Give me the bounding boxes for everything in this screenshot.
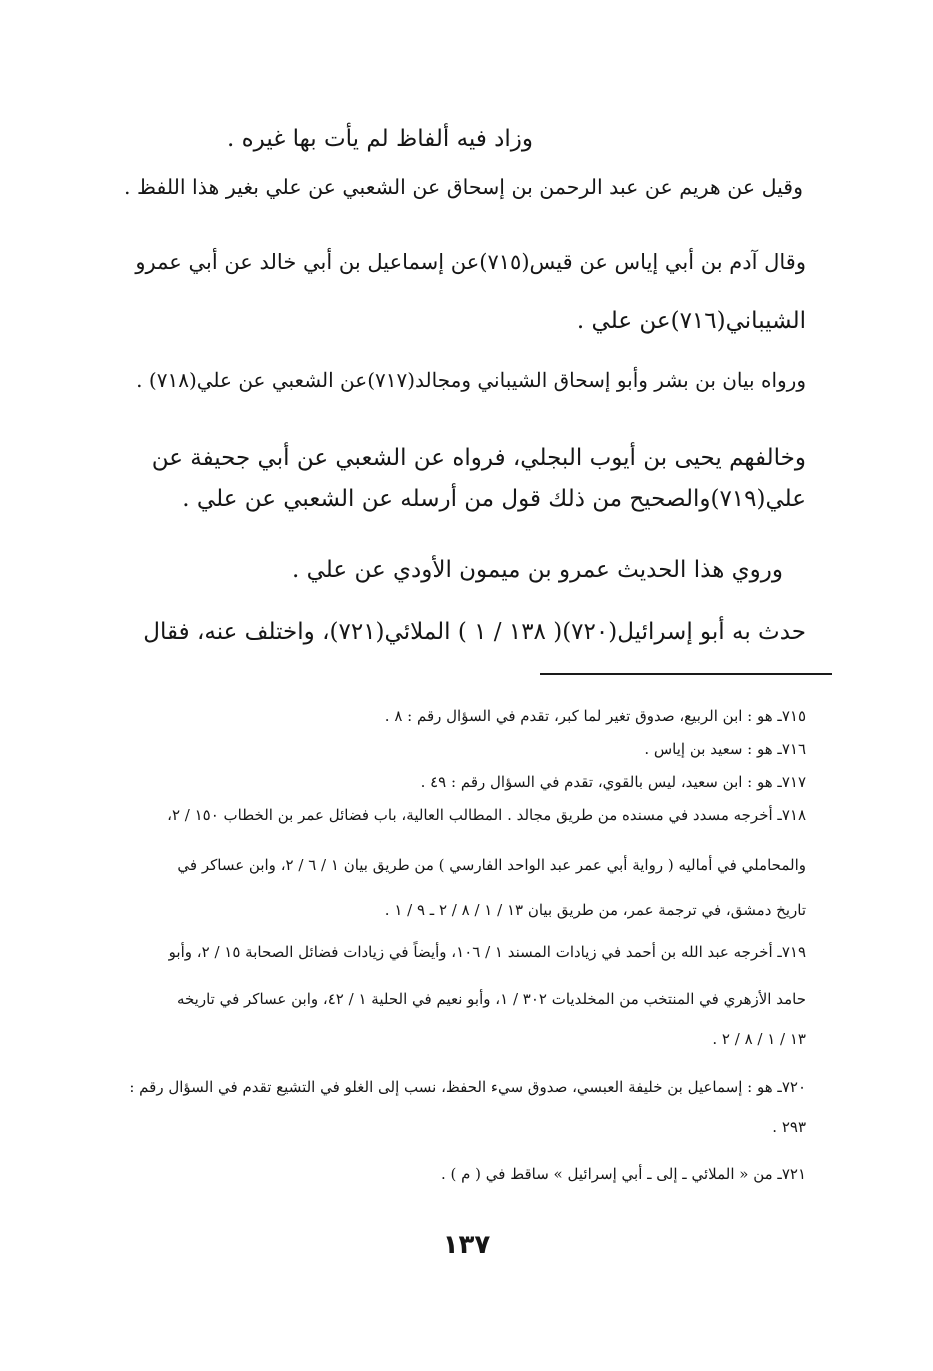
- footnote-716: ٧١٦ـ هو : سعيد بن إياس .: [644, 740, 806, 758]
- body-line-7: علي(٧١٩)والصحيح من ذلك قول من أرسله عن الشعبي عن علي .: [182, 486, 806, 512]
- footnote-720: ٧٢٠ـ هو : إسماعيل بن خليفة العبسي، صدوق سيء الحفظ، نسب إلى الغلو في التشيع تقدم في السؤال رقم :: [129, 1078, 806, 1096]
- footnote-separator: [540, 673, 832, 675]
- footnote-715: ٧١٥ـ هو : ابن الربيع، صدوق تغير لما كبر، تقدم في السؤال رقم : ٨ .: [384, 707, 806, 725]
- body-line-1: وزاد فيه ألفاظ لم يأت بها غيره .: [226, 126, 533, 152]
- footnote-720-line-2: ٢٩٣ .: [772, 1118, 806, 1136]
- footnote-719-line-3: ١٣ / ١ / ٨ / ٢ .: [712, 1030, 806, 1048]
- footnote-718-line-2: والمحاملي في أماليه ( رواية أبي عمر عبد الواحد الفارسي ) من طريق بيان ١ / ٦ / ٢، وابن عساكر في: [177, 856, 806, 874]
- footnote-719-line-2: حامد الأزهري في المنتخب من المخلديات ٣٠٢ / ١، وأبو نعيم في الحلية ١ / ٤٢، وابن عساكر في تاريخه: [176, 990, 806, 1008]
- body-line-2: وقيل عن هريم عن عبد الرحمن بن إسحاق عن الشعبي عن علي بغير هذا اللفظ .: [123, 175, 803, 199]
- footnote-718: ٧١٨ـ أخرجه مسدد في مسنده من طريق مجالد . المطالب العالية، باب فضائل عمر بن الخطاب ١٥٠ / ٢،: [167, 806, 806, 824]
- body-line-9: حدث به أبو إسرائيل(٧٢٠)( ١٣٨ / ١ ) الملائي(٧٢١)، واختلف عنه، فقال: [143, 619, 806, 645]
- footnote-717: ٧١٧ـ هو : ابن سعيد، ليس بالقوي، تقدم في السؤال رقم : ٤٩ .: [420, 773, 806, 791]
- body-line-3: وقال آدم بن أبي إياس عن قيس(٧١٥)عن إسماعيل بن أبي خالد عن أبي عمرو: [135, 250, 806, 274]
- body-line-5: ورواه بيان بن بشر وأبو إسحاق الشيباني ومجالد(٧١٧)عن الشعبي عن علي(٧١٨) .: [136, 368, 806, 392]
- page-number: ١٣٧: [442, 1230, 491, 1260]
- body-line-6: وخالفهم يحيى بن أيوب البجلي، فرواه عن الشعبي عن أبي جحيفة عن: [151, 445, 806, 471]
- footnote-718-line-3: تاريخ دمشق، في ترجمة عمر، من طريق بيان ١٣ / ١ / ٨ / ٢ ـ ٩ / ١ .: [384, 901, 806, 919]
- body-line-8: وروي هذا الحديث عمرو بن ميمون الأودي عن علي .: [292, 557, 783, 583]
- footnote-721: ٧٢١ـ من « الملائي ـ إلى ـ أبي إسرائيل » ساقط في ( م ) .: [440, 1165, 806, 1183]
- body-line-4: الشيباني(٧١٦)عن علي .: [576, 308, 806, 334]
- footnote-719: ٧١٩ـ أخرجه عبد الله بن أحمد في زيادات المسند ١ / ١٠٦، وأيضاً في زيادات فضائل الصحابة ١٥ / ٢، وأبو: [168, 943, 806, 961]
